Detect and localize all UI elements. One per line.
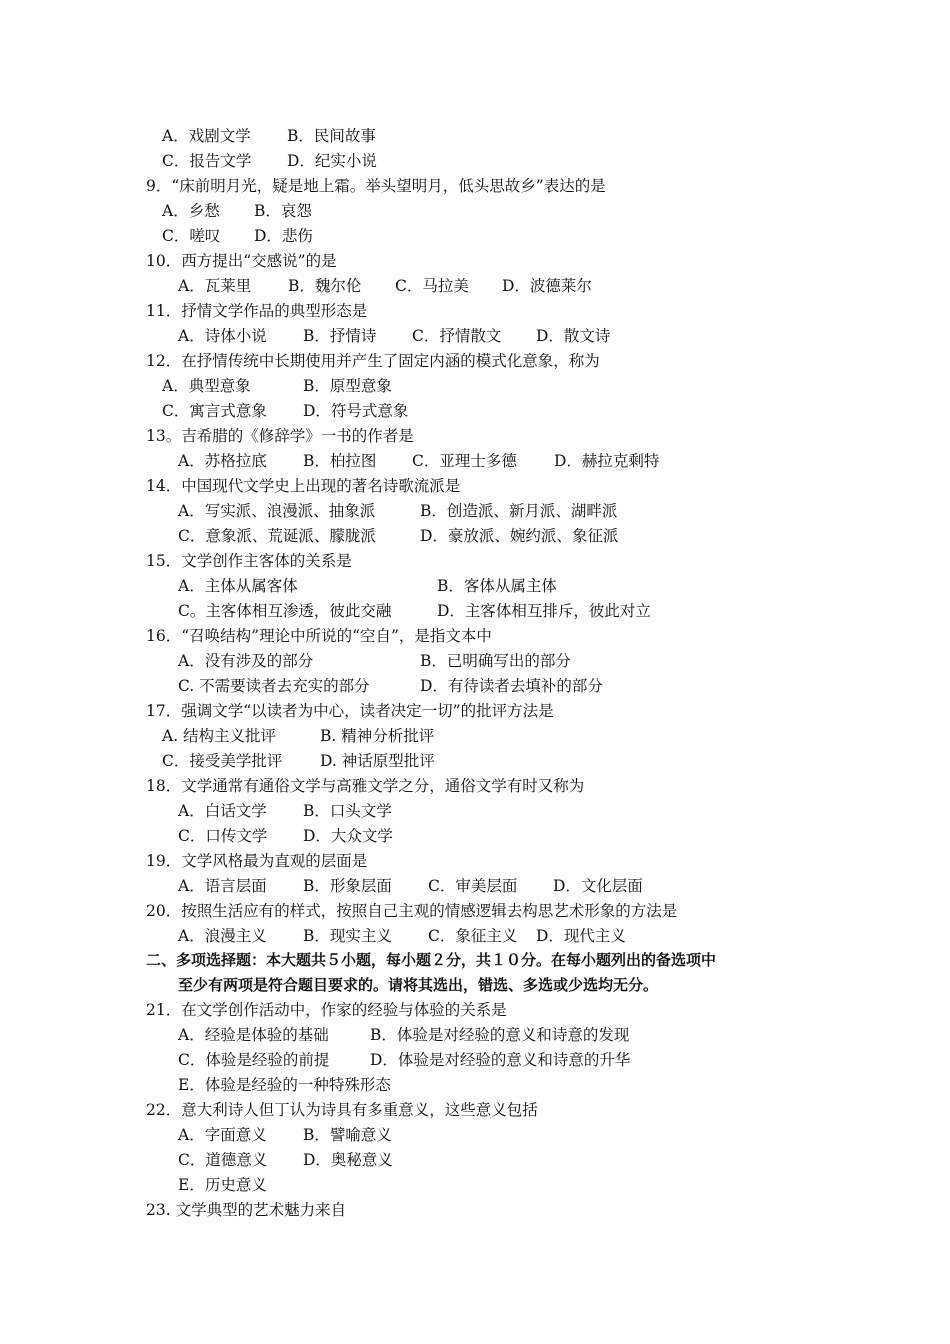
question-23-stem: 23. 文学典型的艺术魅力来自 xyxy=(146,1201,347,1219)
question-9-options-row-2 xyxy=(162,226,313,246)
option-c: C．口传文学 xyxy=(178,827,268,845)
question-17-options-row-1 xyxy=(162,726,435,746)
option-b: B．已明确写出的部分 xyxy=(420,652,571,670)
question-22-options-row-2 xyxy=(178,1150,393,1170)
option-d: D．波德莱尔 xyxy=(502,277,592,295)
option-d: D．文化层面 xyxy=(553,877,643,895)
option-d: D．体验是对经验的意义和诗意的升华 xyxy=(370,1051,631,1069)
question-9-options-row-1 xyxy=(162,201,312,221)
option-c: C．接受美学批评 xyxy=(162,752,283,770)
question-18-options-row-1 xyxy=(178,801,392,821)
question-12-options-row-2 xyxy=(162,401,409,421)
question-10-options xyxy=(178,276,592,296)
option-a: A．乡愁 xyxy=(162,202,220,220)
option-d: D．赫拉克剩特 xyxy=(554,452,660,470)
option-d: D．悲伤 xyxy=(254,227,313,245)
option-c: C．嗟叹 xyxy=(162,227,221,245)
option-d: D．现代主义 xyxy=(536,927,626,945)
option-b: B．口头文学 xyxy=(303,802,392,820)
option-b: B．柏拉图 xyxy=(303,452,377,470)
option-a: A．典型意象 xyxy=(162,377,251,395)
section-2-heading-line-1: 二、多项选择题：本大题共５小题，每小题２分，共１０分。在每小题列出的备选项中 xyxy=(146,951,717,969)
option-a: A．苏格拉底 xyxy=(178,452,267,470)
option-a: A．诗体小说 xyxy=(178,327,267,345)
option-b: B．民间故事 xyxy=(287,127,376,145)
question-19-stem: 19．文学风格最为直观的层面是 xyxy=(146,852,368,870)
question-20-stem: 20．按照生活应有的样式，按照自己主观的情感逻辑去构思艺术形象的方法是 xyxy=(146,902,678,920)
question-14-options-row-2 xyxy=(178,526,619,546)
question-21-options-row-2 xyxy=(178,1050,631,1070)
option-b: B．现实主义 xyxy=(303,927,392,945)
question-21-options-row-1 xyxy=(178,1025,630,1045)
option-b: B．创造派、新月派、湖畔派 xyxy=(420,502,618,520)
option-c: C．报告文学 xyxy=(162,152,252,170)
option-b: B．哀怨 xyxy=(254,202,312,220)
option-b: B．体验是对经验的意义和诗意的发现 xyxy=(370,1026,630,1044)
option-d: D．纪实小说 xyxy=(287,152,377,170)
option-c: C．道德意义 xyxy=(178,1151,268,1169)
option-b: B．客体从属主体 xyxy=(437,577,557,595)
option-c: C．审美层面 xyxy=(428,877,518,895)
option-c: C．意象派、荒诞派、朦胧派 xyxy=(178,527,376,545)
option-b: B．形象层面 xyxy=(303,877,392,895)
question-16-options-row-1 xyxy=(178,651,571,671)
option-a: A．瓦莱里 xyxy=(178,277,252,295)
option-c: C。主客体相互渗透，彼此交融 xyxy=(178,602,392,620)
option-a: A．浪漫主义 xyxy=(178,927,267,945)
option-c: C．体验是经验的前提 xyxy=(178,1051,330,1069)
option-a: A．写实派、浪漫派、抽象派 xyxy=(178,502,376,520)
option-a: A. 结构主义批评 xyxy=(162,727,277,745)
option-a: A．字面意义 xyxy=(178,1126,267,1144)
option-d: D．散文诗 xyxy=(536,327,611,345)
option-b: B．魏尔伦 xyxy=(288,277,362,295)
option-b: B．抒情诗 xyxy=(303,327,377,345)
option-d: D．主客体相互排斥，彼此对立 xyxy=(437,602,651,620)
question-20-options xyxy=(178,926,626,946)
section-2-heading-line-2: 至少有两项是符合题目要求的。请将其选出，错选、多选或少选均无分。 xyxy=(178,976,659,994)
option-c: C．象征主义 xyxy=(428,927,518,945)
option-c: C．抒情散文 xyxy=(412,327,502,345)
option-a: A．语言层面 xyxy=(178,877,267,895)
question-22-options-row-1 xyxy=(178,1125,392,1145)
question-9-stem: 9．“床前明月光，疑是地上霜。举头望明月，低头思故乡”表达的是 xyxy=(146,177,606,195)
question-8-options-row-2 xyxy=(162,151,377,171)
option-c: C. 不需要读者去充实的部分 xyxy=(178,677,370,695)
question-17-options-row-2 xyxy=(162,751,435,771)
option-c: C．寓言式意象 xyxy=(162,402,267,420)
question-21-stem: 21．在文学创作活动中，作家的经验与体验的关系是 xyxy=(146,1001,507,1019)
question-22-stem: 22．意大利诗人但丁认为诗具有多重意义，这些意义包括 xyxy=(146,1101,538,1119)
question-15-options-row-2 xyxy=(178,601,651,621)
option-b: B. 精神分析批评 xyxy=(320,727,435,745)
question-12-options-row-1 xyxy=(162,376,392,396)
question-21-option-e: E．体验是经验的一种特殊形态 xyxy=(178,1076,391,1094)
question-13-options xyxy=(178,451,660,471)
option-d: D．大众文学 xyxy=(303,827,393,845)
option-a: A．主体从属客体 xyxy=(178,577,298,595)
option-b: B．原型意象 xyxy=(303,377,392,395)
question-15-options-row-1 xyxy=(178,576,557,596)
question-8-options-row-1 xyxy=(162,126,376,146)
question-16-stem: 16．“召唤结构”理论中所说的“空自”，是指文本中 xyxy=(146,627,492,645)
option-c: C．马拉美 xyxy=(395,277,469,295)
question-22-option-e: E．历史意义 xyxy=(178,1176,267,1194)
option-a: A．白话文学 xyxy=(178,802,267,820)
option-d: D．符号式意象 xyxy=(303,402,409,420)
question-17-stem: 17．强调文学“以读者为中心，读者决定一切”的批评方法是 xyxy=(146,702,554,720)
question-14-options-row-1 xyxy=(178,501,618,521)
question-16-options-row-2 xyxy=(178,676,603,696)
question-10-stem: 10．西方提出“交感说”的是 xyxy=(146,252,337,270)
question-18-options-row-2 xyxy=(178,826,393,846)
option-d: D．豪放派、婉约派、象征派 xyxy=(420,527,619,545)
option-d: D．奥秘意义 xyxy=(303,1151,393,1169)
question-13-stem: 13。吉希腊的《修辞学》一书的作者是 xyxy=(146,427,414,445)
question-18-stem: 18．文学通常有通俗文学与高雅文学之分，通俗文学有时又称为 xyxy=(146,777,585,795)
option-c: C．亚理士多德 xyxy=(412,452,517,470)
option-d: D．有待读者去填补的部分 xyxy=(420,677,603,695)
option-a: A．经验是体验的基础 xyxy=(178,1026,329,1044)
question-12-stem: 12．在抒情传统中长期使用并产生了固定内涵的模式化意象，称为 xyxy=(146,352,600,370)
question-11-stem: 11．抒情文学作品的典型形态是 xyxy=(146,302,368,320)
question-15-stem: 15．文学创作主客体的关系是 xyxy=(146,552,352,570)
option-a: A．戏剧文学 xyxy=(162,127,251,145)
option-d: D. 神话原型批评 xyxy=(320,752,435,770)
option-b: B．譬喻意义 xyxy=(303,1126,392,1144)
question-19-options xyxy=(178,876,643,896)
question-11-options xyxy=(178,326,611,346)
question-14-stem: 14．中国现代文学史上出现的著名诗歌流派是 xyxy=(146,477,461,495)
option-a: A．没有涉及的部分 xyxy=(178,652,314,670)
